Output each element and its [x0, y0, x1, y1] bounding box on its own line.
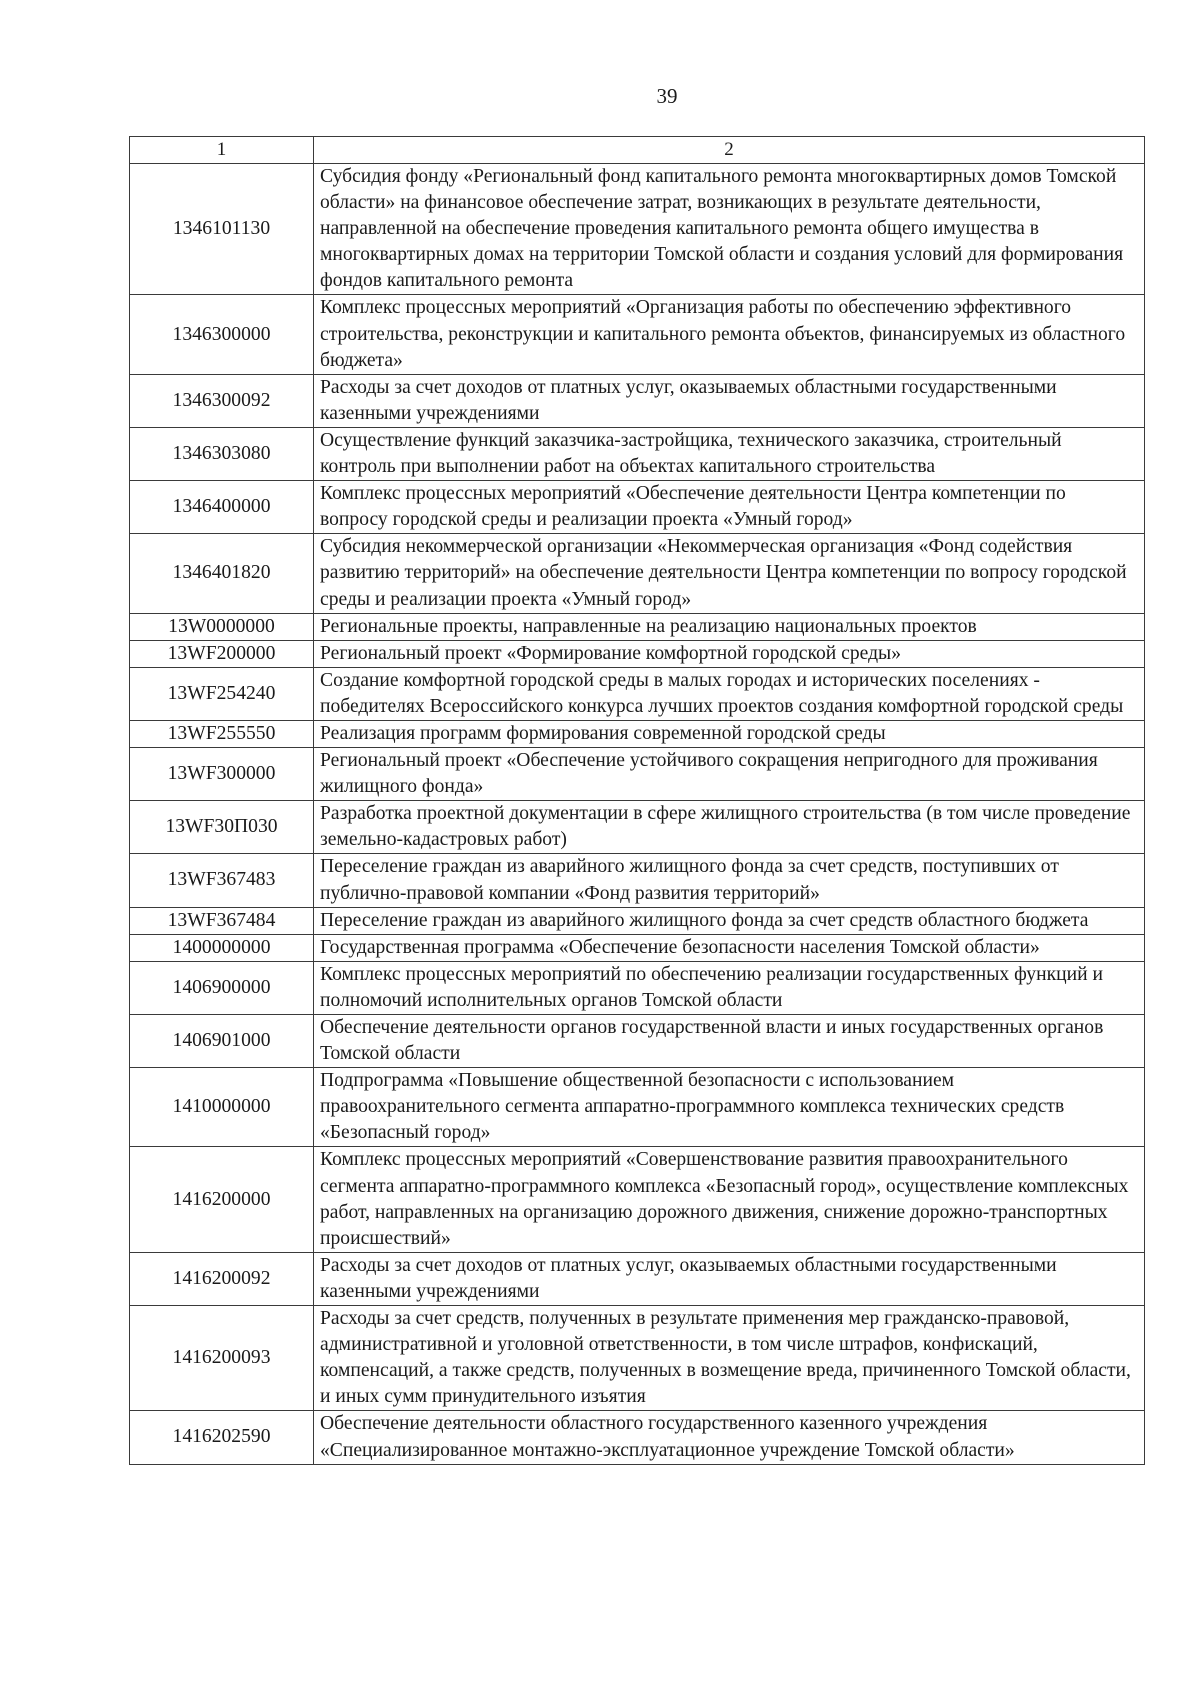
row-description: Комплекс процессных мероприятий «Совершенствование развития правоохранительного сегмента аппаратно-программного комплекса «Безопасный город», осуществление комплексных работ, направленных на организацию дорожного движения, снижение дорожно-транспортных происшествий» — [314, 1147, 1145, 1252]
row-description: Расходы за счет доходов от платных услуг, оказываемых областными государственными казенными учреждениями — [314, 374, 1145, 427]
row-description: Комплекс процессных мероприятий по обеспечению реализации государственных функций и полномочий исполнительных органов Томской области — [314, 961, 1145, 1014]
table-row — [130, 1252, 1145, 1305]
row-description: Переселение граждан из аварийного жилищного фонда за счет средств областного бюджета — [314, 907, 1145, 934]
row-description: Субсидия фонду «Региональный фонд капитального ремонта многоквартирных домов Томской области» на финансовое обеспечение затрат, возникающих в результате деятельности, направленной на обеспечение проведения капитального ремонта общего имущества в многоквартирных домах на территории Томской области и создания условий для формирования фондов капитального ремонта — [314, 164, 1145, 295]
page-number: 39 — [656, 84, 678, 108]
table-row — [130, 427, 1145, 480]
row-description: Комплекс процессных мероприятий «Обеспечение деятельности Центра компетенции по вопросу городской среды и реализации проекта «Умный город» — [314, 481, 1145, 534]
row-code: 1416200093 — [130, 1306, 314, 1411]
row-description: Разработка проектной документации в сфере жилищного строительства (в том числе проведение земельно-кадастровых работ) — [314, 801, 1145, 854]
table-row — [130, 720, 1145, 747]
row-code: 1346400000 — [130, 481, 314, 534]
table-row — [130, 295, 1145, 374]
table-row — [130, 854, 1145, 907]
table-row — [130, 613, 1145, 640]
row-code: 1400000000 — [130, 934, 314, 961]
row-description: Обеспечение деятельности органов государственной власти и иных государственных органов Томской области — [314, 1015, 1145, 1068]
header-row — [130, 137, 1145, 164]
table-row — [130, 1306, 1145, 1411]
row-code: 1346300092 — [130, 374, 314, 427]
table-row — [130, 748, 1145, 801]
row-description: Осуществление функций заказчика-застройщика, технического заказчика, строительный контроль при выполнении работ на объектах капитального строительства — [314, 427, 1145, 480]
row-code: 13WF200000 — [130, 640, 314, 667]
row-code: 13WF367483 — [130, 854, 314, 907]
table-row — [130, 164, 1145, 295]
table-row — [130, 1068, 1145, 1147]
classification-table — [129, 136, 1145, 1465]
row-description: Реализация программ формирования современной городской среды — [314, 720, 1145, 747]
row-description: Обеспечение деятельности областного государственного казенного учреждения «Специализированное монтажно-эксплуатационное учреждение Томской области» — [314, 1411, 1145, 1464]
row-code: 1416200092 — [130, 1252, 314, 1305]
row-description: Создание комфортной городской среды в малых городах и исторических поселениях - победителях Всероссийского конкурса лучших проектов создания комфортной городской среды — [314, 667, 1145, 720]
row-code: 13W0000000 — [130, 613, 314, 640]
row-description: Региональный проект «Обеспечение устойчивого сокращения непригодного для проживания жилищного фонда» — [314, 748, 1145, 801]
row-description: Субсидия некоммерческой организации «Некоммерческая организация «Фонд содействия развитию территорий» на обеспечение деятельности Центра компетенции по вопросу городской среды и реализации проекта «Умный город» — [314, 534, 1145, 613]
row-code: 1346303080 — [130, 427, 314, 480]
table-row — [130, 534, 1145, 613]
row-code: 1416202590 — [130, 1411, 314, 1464]
table-row — [130, 1147, 1145, 1252]
row-code: 1406901000 — [130, 1015, 314, 1068]
row-description: Подпрограмма «Повышение общественной безопасности с использованием правоохранительного сегмента аппаратно-программного комплекса технических средств «Безопасный город» — [314, 1068, 1145, 1147]
row-description: Комплекс процессных мероприятий «Организация работы по обеспечению эффективного строительства, реконструкции и капитального ремонта объектов, финансируемых из областного бюджета» — [314, 295, 1145, 374]
row-code: 1346401820 — [130, 534, 314, 613]
header-col-2: 2 — [314, 137, 1145, 164]
row-description: Расходы за счет доходов от платных услуг, оказываемых областными государственными казенными учреждениями — [314, 1252, 1145, 1305]
table-row — [130, 481, 1145, 534]
table-row — [130, 801, 1145, 854]
header-col-1: 1 — [130, 137, 314, 164]
table-row — [130, 667, 1145, 720]
table-row — [130, 374, 1145, 427]
row-code: 1410000000 — [130, 1068, 314, 1147]
table-row — [130, 1411, 1145, 1464]
table-row — [130, 1015, 1145, 1068]
row-code: 1416200000 — [130, 1147, 314, 1252]
row-code: 13WF30П030 — [130, 801, 314, 854]
row-code: 1406900000 — [130, 961, 314, 1014]
row-code: 13WF367484 — [130, 907, 314, 934]
table-body — [130, 164, 1145, 1465]
row-description: Переселение граждан из аварийного жилищного фонда за счет средств, поступивших от публично-правовой компании «Фонд развития территорий» — [314, 854, 1145, 907]
row-code: 13WF254240 — [130, 667, 314, 720]
row-description: Региональный проект «Формирование комфортной городской среды» — [314, 640, 1145, 667]
table-row — [130, 961, 1145, 1014]
table-row — [130, 640, 1145, 667]
row-description: Региональные проекты, направленные на реализацию национальных проектов — [314, 613, 1145, 640]
row-code: 1346101130 — [130, 164, 314, 295]
table-row — [130, 934, 1145, 961]
row-code: 13WF255550 — [130, 720, 314, 747]
table-row — [130, 907, 1145, 934]
row-code: 13WF300000 — [130, 748, 314, 801]
row-description: Расходы за счет средств, полученных в результате применения мер гражданско-правовой, административной и уголовной ответственности, в том числе штрафов, конфискаций, компенсаций, а также средств, полученных в возмещение вреда, причиненного Томской области, и иных сумм принудительного изъятия — [314, 1306, 1145, 1411]
row-description: Государственная программа «Обеспечение безопасности населения Томской области» — [314, 934, 1145, 961]
row-code: 1346300000 — [130, 295, 314, 374]
